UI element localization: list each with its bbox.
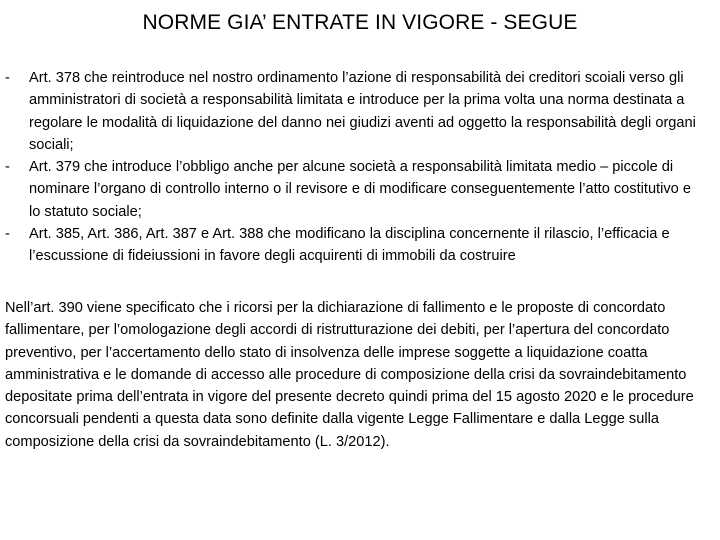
body-paragraph-art-390: Nell’art. 390 viene specificato che i ricorsi per la dichiarazione di fallimento e le proposte di concordato fallimentare, per l’omologazione degli accordi di ristrutturazione dei debiti, per l’apertura del concordato preventivo, per l’accertamento dello stato di insolvenza delle imprese soggette a liquidazione coatta amministrativa e le domande di accesso alle procedure di composizione della crisi da sovraindebitamento depositate prima dell’entrata in vigore del presente decreto quindi prima del 15 agosto 2020 e le procedure concorsuali pendenti a questa data sono definite dalla vigente Legge Fallimentare e dalla Legge sulla composizione della crisi da sovraindebitamento (L. 3/2012). [5, 300, 694, 450]
bullet-text: Art. 379 che introduce l’obbligo anche per alcune società a responsabilità limitata medio – piccole di nominare l’organo di controllo interno o il revisore e di modificare conseguentemente l’atto costitutivo e lo statuto sociale; [29, 159, 691, 220]
bullet-marker: - [5, 226, 10, 243]
bullet-text: Art. 378 che reintroduce nel nostro ordinamento l’azione di responsabilità dei creditori scoiali verso gli amministratori di società a responsabilità limitata e introduce per la prima volta una norma destinata a regolare le modalità di liquidazione del danno nei giudizi aventi ad oggetto la responsabilità degli organi sociali; [29, 70, 696, 153]
bullet-marker: - [5, 70, 10, 86]
bullet-marker: - [5, 159, 10, 176]
bullet-item-art-378 [5, 67, 705, 156]
bullet-list [5, 67, 705, 268]
bullet-item-art-385-388 [5, 223, 705, 268]
slide-title: NORME GIA’ ENTRATE IN VIGORE - SEGUE [142, 11, 578, 34]
bullet-text: Art. 385, Art. 386, Art. 387 e Art. 388 che modificano la disciplina concernente il rilascio, l’efficacia e l’escussione di fideiussioni in favore degli acquirenti di immobili da costruire [29, 226, 670, 265]
bullet-item-art-379 [5, 156, 705, 223]
